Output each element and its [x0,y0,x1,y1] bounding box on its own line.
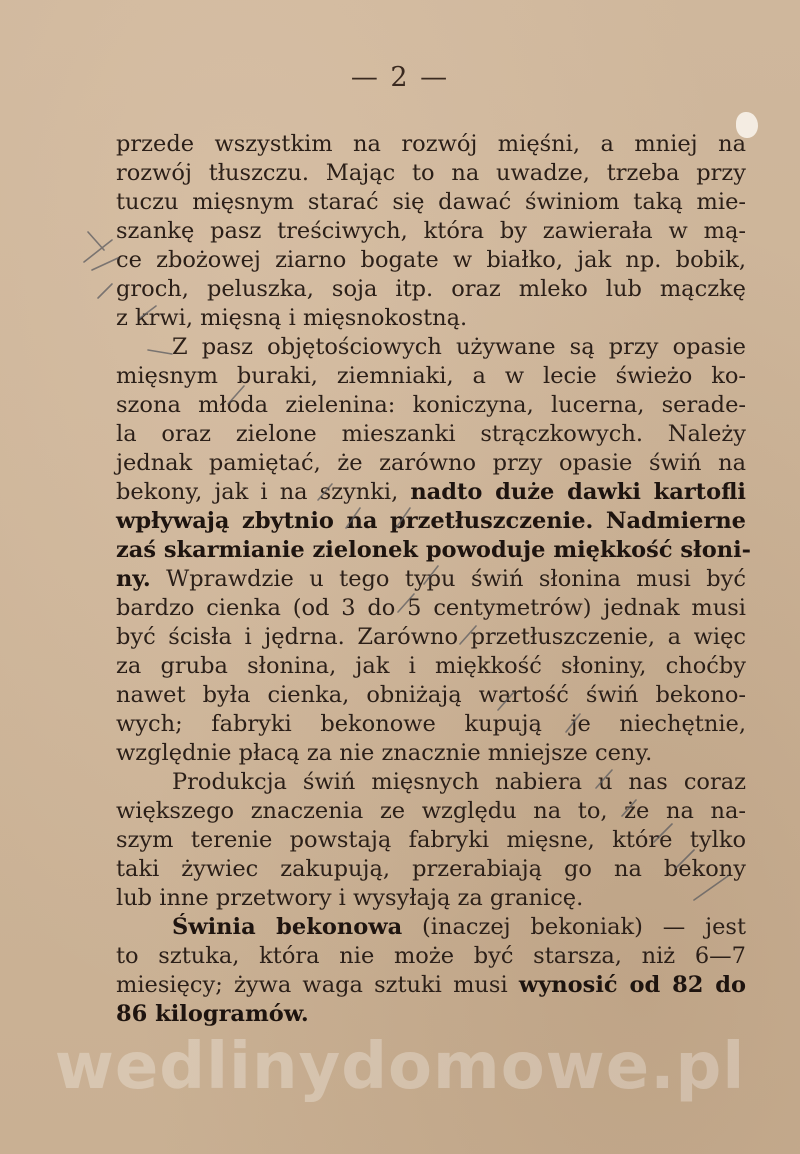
text-line [116,768,746,797]
text-line [116,826,746,855]
text-segment: większego znaczenia ze względu na to, że na na- [116,798,746,824]
text-segment: jednak pamiętać, że zarówno przy opasie świń na [116,450,746,476]
bold-text-segment: wynosić od 82 do [518,972,747,998]
text-segment: tuczu mięsnym starać się dawać świniom taką mie- [116,189,746,215]
text-segment: bekony, jak i na szynki, [116,479,411,505]
pencil-stroke [88,232,104,250]
text-line [116,362,746,391]
text-line [116,275,746,304]
text-line [116,217,746,246]
text-line [116,536,751,565]
text-line [116,246,746,275]
text-line [116,623,746,652]
pencil-stroke [84,240,112,262]
text-line [116,333,746,362]
page-number: — 2 — [350,62,450,93]
text-segment: być ścisła i jędrna. Zarówno przetłuszczenie, a więc [116,624,746,650]
text-segment: Produkcja świń mięsnych nabiera u nas coraz [172,769,746,795]
text-segment: za gruba słonina, jak i miękkość słoniny, choćby [116,653,746,679]
text-line [116,159,746,188]
text-segment: lub inne przetwory i wysyłają za granicę. [116,885,584,911]
text-line [116,130,746,159]
text-line [116,681,746,710]
text-segment: szym terenie powstają fabryki mięsne, które tylko [116,827,746,853]
text-segment: ce zbożowej ziarno bogate w białko, jak np. bobik, [116,247,746,273]
pencil-stroke [92,258,118,270]
text-segment: la oraz zielone mieszanki strączkowych. Należy [116,421,746,447]
text-segment: Wprawdzie u tego typu świń słonina musi być [150,566,746,592]
text-line [116,652,746,681]
bold-text-segment: ny. [116,566,151,592]
text-line [116,478,746,507]
text-segment: Z pasz objętościowych używane są przy opasie [172,334,746,360]
text-line [116,797,746,826]
text-segment: miesięcy; żywa waga sztuki musi [116,972,519,998]
bold-text-segment: 86 kilogramów. [116,1001,309,1027]
text-segment: szankę pasz treściwych, która by zawierała w mą- [116,218,746,244]
text-line [116,594,746,623]
bold-text-segment: Świnia bekonowa [172,914,403,940]
text-line [116,420,746,449]
text-segment: mięsnym buraki, ziemniaki, a w lecie świeżo ko- [116,363,746,389]
text-line [116,565,746,594]
text-line [116,449,746,478]
text-line [116,913,746,942]
text-line [116,304,746,333]
text-segment: (inaczej bekoniak) — jest [402,914,746,940]
text-segment: z krwi, mięsną i mięsnokostną. [116,305,468,331]
text-line [116,855,746,884]
bold-text-segment: zaś skarmianie zielonek powoduje miękkość słoni- [116,537,751,563]
pencil-stroke [98,284,112,298]
text-line [116,739,746,768]
text-line [116,884,746,913]
text-line [116,710,746,739]
text-segment: taki żywiec zakupują, przerabiają go na bekony [116,856,746,882]
text-line [116,942,746,971]
text-segment: to sztuka, która nie może być starsza, niż 6—7 [116,943,746,969]
text-line [116,971,746,1000]
text-segment: bardzo cienka (od 3 do 5 centymetrów) jednak musi [116,595,746,621]
text-segment: przede wszystkim na rozwój mięśni, a mniej na [116,131,746,157]
bold-text-segment: wpływają zbytnio na przetłuszczenie. Nadmierne [116,508,746,534]
text-segment: groch, peluszka, soja itp. oraz mleko lub mączkę [116,276,746,302]
text-segment: względnie płacą za nie znacznie mniejsze ceny. [116,740,653,766]
text-segment: wych; fabryki bekonowe kupują je niechętnie, [116,711,746,737]
text-segment: szona młoda zielenina: koniczyna, lucerna, serade- [116,392,746,418]
body-text [116,130,751,1029]
text-segment: rozwój tłuszczu. Mając to na uwadze, trzeba przy [116,160,746,186]
text-segment: nawet była cienka, obniżają wartość świń bekono- [116,682,746,708]
text-line [116,391,746,420]
watermark: wedlinydomowe.pl [54,1030,746,1104]
bold-text-segment: nadto duże dawki kartofli [410,479,746,505]
text-line [116,507,746,536]
text-line [116,188,746,217]
text-line [116,1000,746,1029]
